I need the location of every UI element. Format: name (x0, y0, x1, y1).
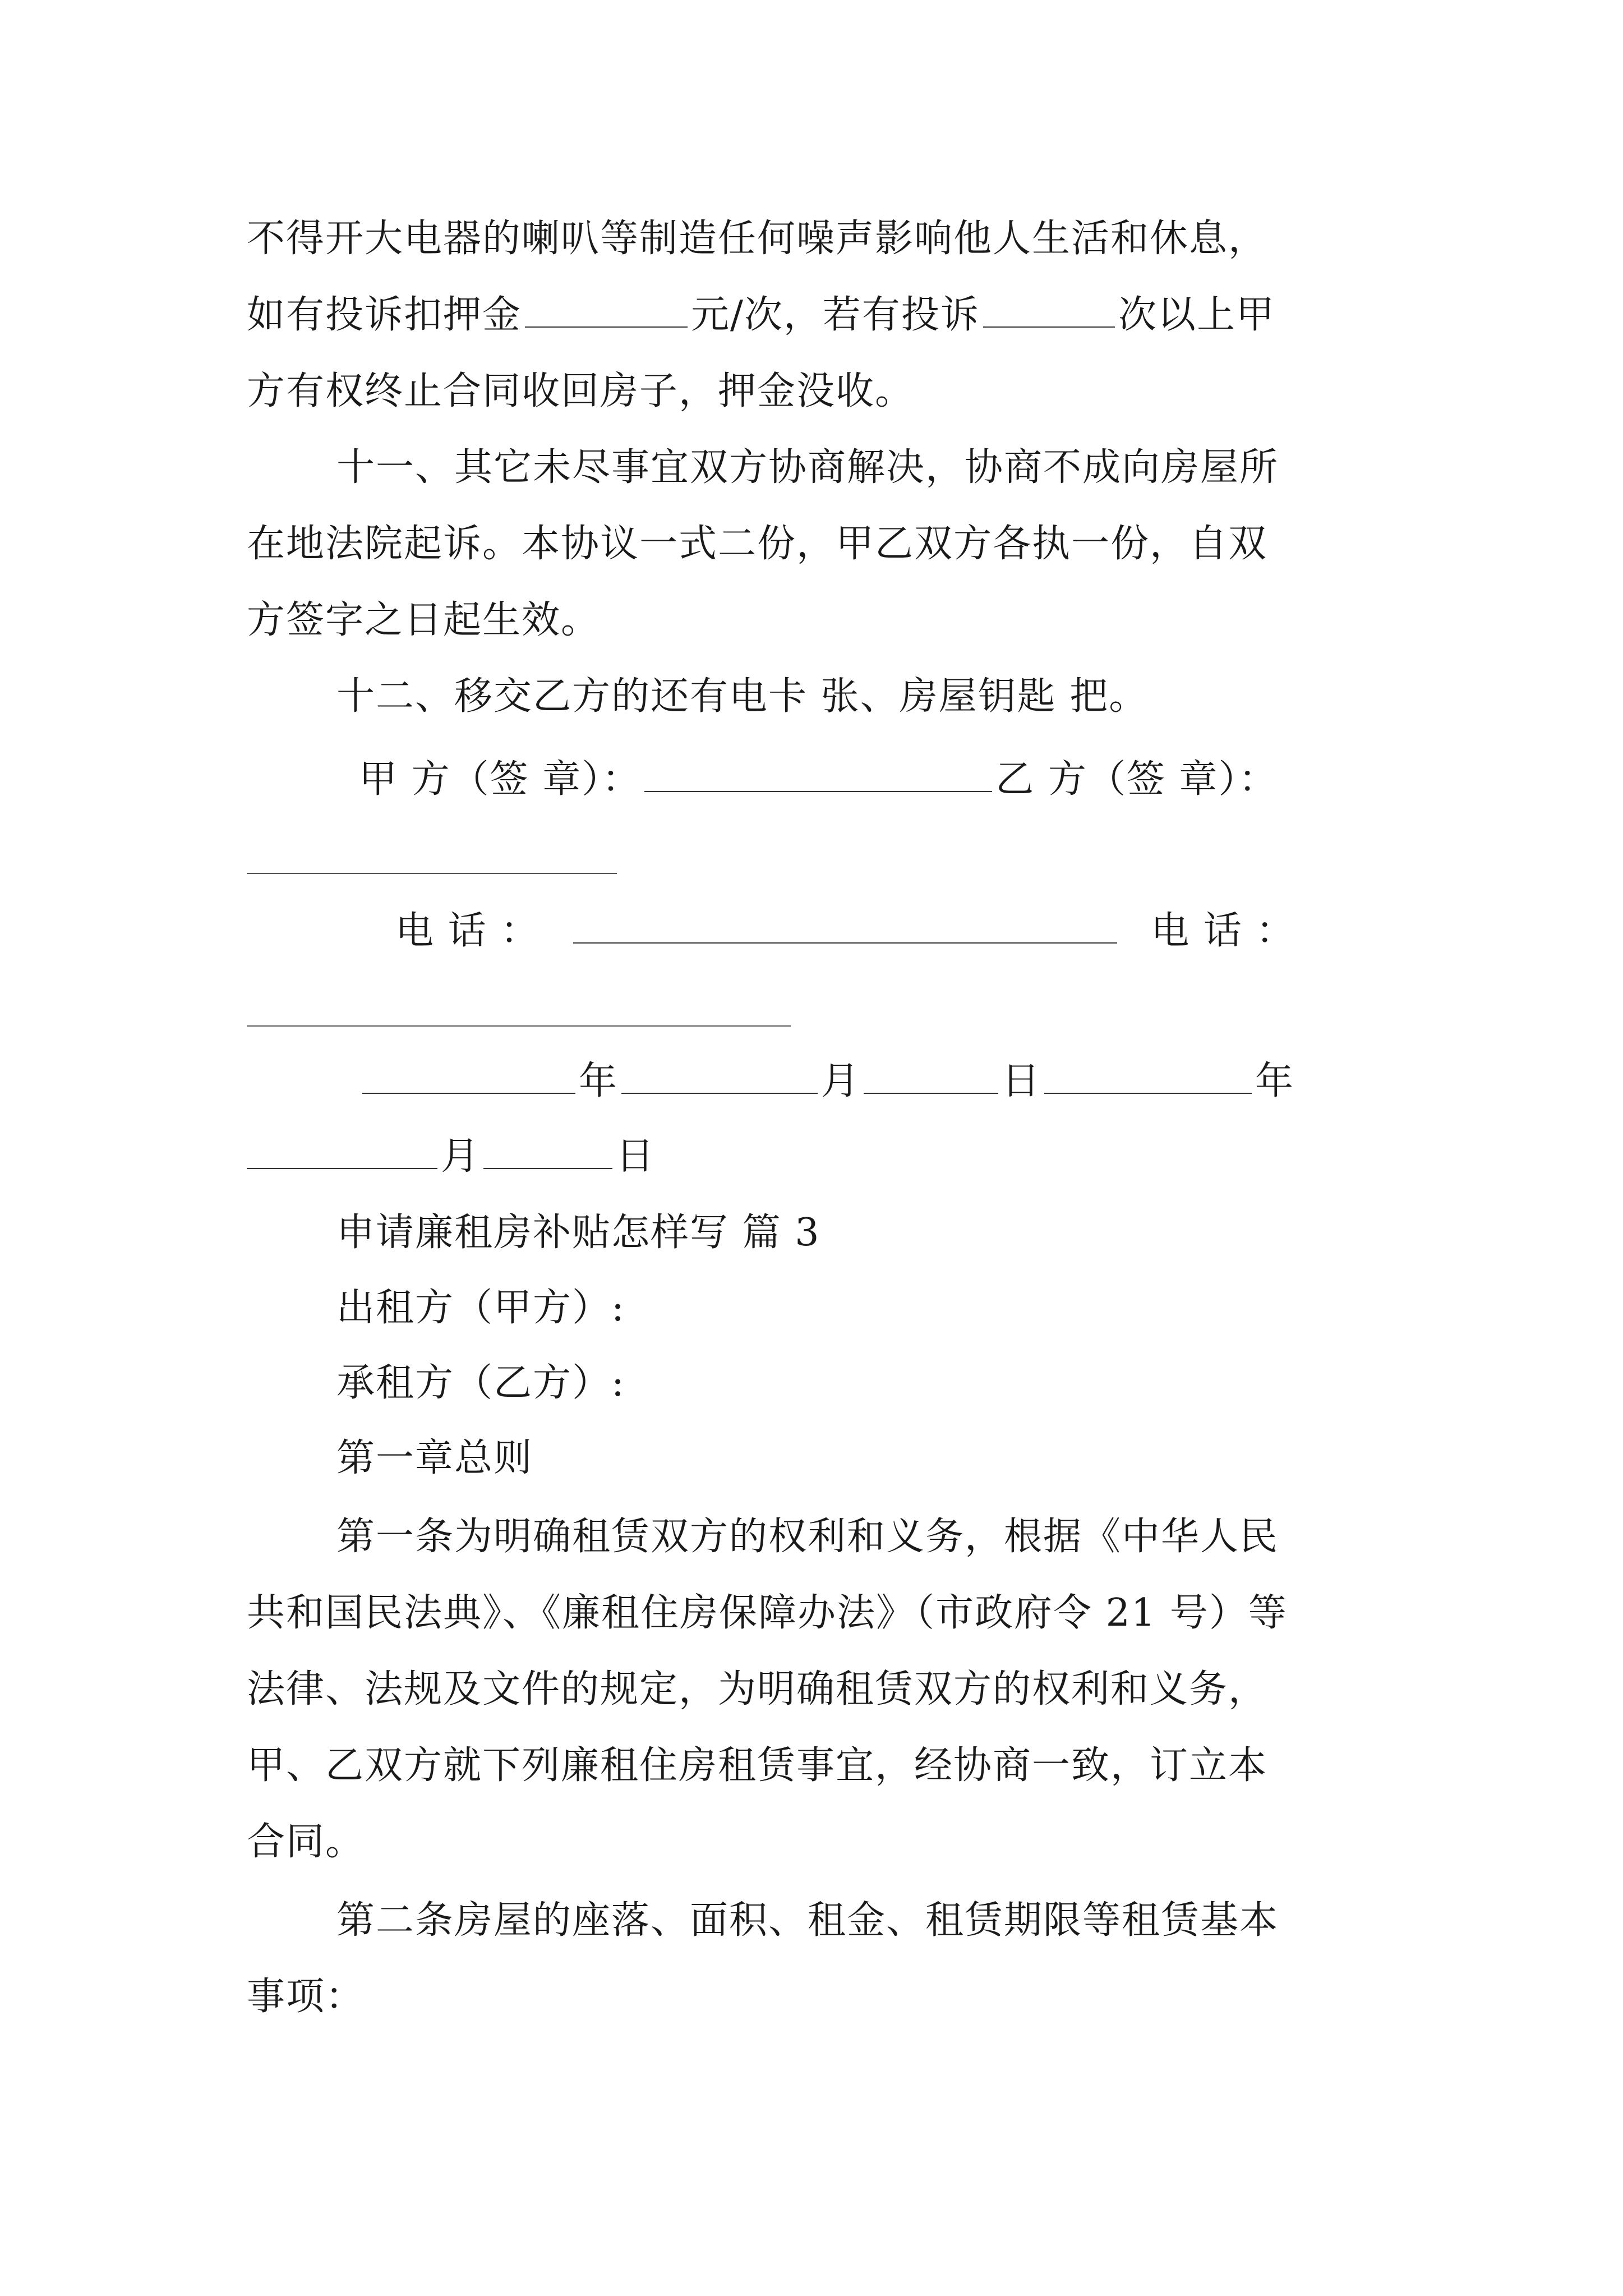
party-b-signature-blank (247, 873, 617, 874)
phone-b-label: 电 话 ： (1151, 909, 1295, 953)
paragraph-line: 方有权终止合同收回房子，押金没收。 (247, 369, 915, 413)
clause-12-line: 十二、移交乙方的还有电卡 张、房屋钥匙 把。 (336, 674, 1149, 719)
day-label: 日 (616, 1134, 656, 1179)
party-b-label: 乙 方（签 章）： (995, 757, 1278, 802)
text-segment: 次以上甲 (1118, 293, 1275, 337)
complaint-count-blank (983, 295, 1115, 328)
year-b-blank (1044, 1061, 1252, 1094)
article-1-line: 第一条为明确租赁双方的权利和义务，根据《中华人民 (336, 1515, 1279, 1559)
section-heading: 申请廉租房补贴怎样写 篇 3 (336, 1211, 820, 1255)
phone-a-blank (573, 911, 1117, 944)
article-1-line: 合同。 (247, 1820, 365, 1864)
paragraph-line (247, 293, 1275, 338)
paragraph-line: 不得开大电器的喇叭等制造任何噪声影响他人生活和休息， (247, 217, 1268, 261)
article-1-line: 甲、乙双方就下列廉租住房租赁事宜，经协商一致，订立本 (247, 1743, 1268, 1788)
clause-11-line: 方签字之日起生效。 (247, 598, 601, 642)
year-label: 年 (1255, 1059, 1295, 1103)
deposit-amount-blank (525, 295, 688, 328)
month-b-blank (247, 1137, 437, 1169)
chapter-heading: 第一章总则 (336, 1436, 533, 1480)
clause-11-line: 在地法院起诉。本协议一式二份，甲乙双方各执一份，自双 (247, 522, 1268, 566)
phone-line (395, 909, 1295, 954)
party-a-label: 甲 方（签 章）： (359, 757, 642, 802)
article-1-line: 共和国民法典》、《廉租住房保障办法》（市政府令 21 号）等 (247, 1591, 1288, 1635)
party-a-signature-blank (644, 760, 992, 792)
day-label: 日 (1002, 1059, 1041, 1103)
day-a-blank (864, 1061, 998, 1094)
text-segment: 元/次，若有投诉 (691, 293, 980, 337)
text-segment: 如有投诉扣押金 (247, 293, 522, 337)
year-a-blank (362, 1061, 575, 1094)
year-label: 年 (579, 1059, 619, 1103)
clause-11-line: 十一、其它未尽事宜双方协商解决，协商不成向房屋所 (336, 445, 1279, 490)
lessee-line: 承租方（乙方）: (336, 1361, 625, 1405)
phone-b-blank (247, 1025, 791, 1027)
day-b-blank (483, 1137, 612, 1169)
article-1-line: 法律、法规及文件的规定，为明确租赁双方的权利和义务， (247, 1667, 1268, 1711)
date-line (359, 1059, 1294, 1104)
month-a-blank (621, 1061, 818, 1094)
lessor-line: 出租方（甲方）: (336, 1286, 625, 1330)
article-2-line: 事项： (247, 1975, 365, 2019)
month-label: 月 (821, 1059, 861, 1103)
article-2-line: 第二条房屋的座落、面积、租金、租赁期限等租赁基本 (336, 1898, 1279, 1943)
month-label: 月 (441, 1134, 481, 1179)
phone-a-label: 电 话 ： (395, 909, 540, 953)
date-line (247, 1134, 655, 1179)
party-a-signature-line (359, 757, 1278, 802)
